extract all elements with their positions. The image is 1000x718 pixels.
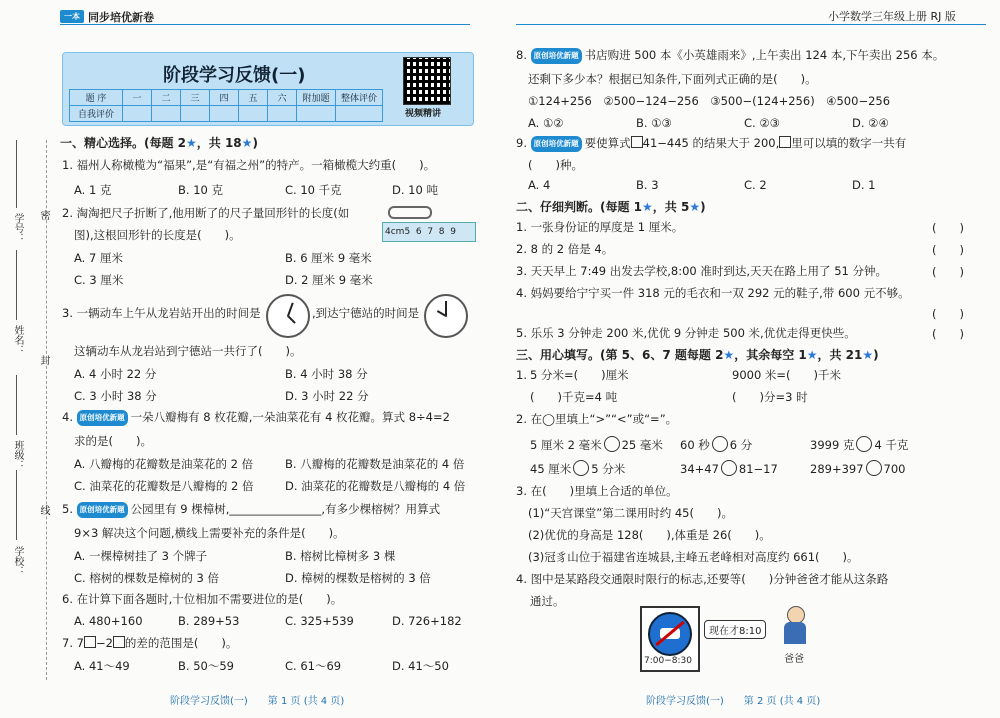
compare-6 <box>810 460 906 476</box>
q7-option-a[interactable]: A. 41～49 <box>74 659 130 673</box>
q7-part-c: 的差的范围是( )。 <box>124 636 238 650</box>
original-tag: 原创培优新题 <box>77 502 128 518</box>
score-cell[interactable] <box>239 106 268 122</box>
q6-option-c[interactable]: C. 325+539 <box>285 614 354 628</box>
q7-part-b: −2 <box>95 636 113 650</box>
q1-text: 1. 福州人称橄榄为“福果”,是“有福之州”的特产。一箱橄榄大约重( )。 <box>62 158 436 172</box>
section-3-tail: ，共 21 <box>817 348 863 362</box>
q1-option-b[interactable]: B. 10 克 <box>178 183 223 197</box>
q7-option-d[interactable]: D. 41～50 <box>392 659 449 673</box>
fill-4-text-2: 通过。 <box>530 594 565 608</box>
compare-left: 3999 克 <box>810 438 855 452</box>
name-blank <box>16 250 17 320</box>
q8-text-2: 还剩下多少本？根据已知条件,下面列式正确的是( )。 <box>528 72 817 86</box>
dad-figure-icon <box>782 606 808 646</box>
id-blank <box>16 140 17 208</box>
q3-option-b[interactable]: B. 4 小时 38 分 <box>285 367 368 381</box>
q4-stem: 一朵八瓣梅有 8 枚花瓣,一朵油菜花有 4 枚花瓣。算式 8÷4=2 <box>130 410 450 424</box>
judge-5-answer[interactable]: ( ) <box>932 327 964 341</box>
q3-text-3: 这辆动车从龙岩站到宁德站一共行了( )。 <box>74 344 302 358</box>
compare-5 <box>680 460 778 476</box>
q4-number: 4. <box>62 410 73 424</box>
score-header: 六 <box>268 90 297 106</box>
compare-circle[interactable] <box>866 460 882 476</box>
compare-circle[interactable] <box>712 436 728 452</box>
fill-1-a[interactable]: 5 分米=( )厘米 <box>530 368 629 382</box>
compare-left: 289+397 <box>810 462 864 476</box>
q6-option-a[interactable]: A. 480+160 <box>74 614 143 628</box>
fill-1-b[interactable]: 9000 米=( )千米 <box>732 368 842 382</box>
q3-option-a[interactable]: A. 4 小时 22 分 <box>74 367 157 381</box>
q4-option-b[interactable]: B. 八瓣梅的花瓣数是油菜花的 4 倍 <box>285 457 465 471</box>
score-header: 题 序 <box>70 90 123 106</box>
q5-number: 5. <box>62 502 73 516</box>
header-rule <box>60 24 470 25</box>
q2-option-c[interactable]: C. 3 厘米 <box>74 273 124 287</box>
score-header: 三 <box>181 90 210 106</box>
score-cell[interactable] <box>336 106 383 122</box>
section-2-title: 二、仔细判断。(每题 1★，共 5★) <box>516 200 706 214</box>
paperclip-icon <box>388 206 432 219</box>
series-name: 同步培优新卷 <box>88 11 154 24</box>
ruler-image <box>382 222 476 242</box>
q2-option-b[interactable]: B. 6 厘米 9 毫米 <box>285 251 372 265</box>
q8-option-c[interactable]: C. ②③ <box>744 116 780 130</box>
q2-text-1: 2. 淘淘把尺子折断了,他用断了的尺子量回形针的长度(如 <box>62 206 350 220</box>
score-header: 附加题 <box>297 90 336 106</box>
compare-right: 700 <box>883 462 906 476</box>
binding-name: 姓名： <box>12 325 23 355</box>
compare-3 <box>810 436 908 452</box>
fill-3-b[interactable]: (2)优优的身高是 128( ),体重是 26( )。 <box>528 528 771 542</box>
star-icon: ★ <box>241 136 253 150</box>
q2-option-a[interactable]: A. 7 厘米 <box>74 251 123 265</box>
star-icon: ★ <box>642 200 653 214</box>
binding-class: 班级： <box>12 440 23 470</box>
q6-option-d[interactable]: D. 726+182 <box>392 614 462 628</box>
q4-text-1 <box>62 410 450 426</box>
star-icon: ★ <box>723 348 735 362</box>
blank-box[interactable] <box>84 636 96 648</box>
judge-2-answer[interactable]: ( ) <box>932 243 964 257</box>
score-cell[interactable] <box>152 106 181 122</box>
q8-text-1 <box>516 48 944 64</box>
judge-4: 4. 妈妈要给宁宁买一件 318 元的毛衣和一双 292 元的鞋子,带 600 元不够。 <box>516 286 910 300</box>
compare-right: 81−17 <box>738 462 778 476</box>
score-cell[interactable] <box>268 106 297 122</box>
fill-4-text-1: 4. 图中是某路段交通限时限行的标志,还要等( )分钟爸爸才能从这条路 <box>516 572 889 586</box>
q9-option-c[interactable]: C. 2 <box>744 178 767 192</box>
q4-option-a[interactable]: A. 八瓣梅的花瓣数是油菜花的 2 倍 <box>74 457 254 471</box>
score-cell[interactable] <box>210 106 239 122</box>
section-1-title: 一、精心选择。(每题 2★，共 18★) <box>60 136 258 150</box>
q8-option-b[interactable]: B. ①③ <box>636 116 672 130</box>
fill-2-text: 2. 在◯里填上“>”“<”或“=”。 <box>516 412 678 426</box>
page-footer: 阶段学习反馈(一) 第 2 页 (共 4 页) <box>646 696 821 707</box>
q5-option-d[interactable]: D. 樟树的棵数是榕树的 3 倍 <box>285 571 431 585</box>
q9-option-a[interactable]: A. 4 <box>528 178 551 192</box>
judge-2: 2. 8 的 2 倍是 4。 <box>516 242 614 256</box>
original-tag: 原创培优新题 <box>77 410 128 426</box>
section-3-title-text: 三、用心填写。(第 5、6、7 题每题 2 <box>516 348 724 362</box>
binding-line <box>46 140 47 680</box>
q8-stem: 书店购进 500 本《小英雄雨来》,上午卖出 124 本,下午卖出 256 本。 <box>584 48 945 62</box>
binding-school: 学校： <box>12 546 23 576</box>
star-icon: ★ <box>186 136 197 150</box>
compare-left: 45 厘米 <box>530 462 572 476</box>
score-header: 一 <box>123 90 152 106</box>
section-2-tail: ，共 5 <box>652 200 690 214</box>
qr-code-icon[interactable] <box>403 57 451 105</box>
compare-2 <box>680 436 752 452</box>
q9-option-b[interactable]: B. 3 <box>636 178 659 192</box>
q5-option-b[interactable]: B. 榕树比樟树多 3 棵 <box>285 549 396 563</box>
compare-circle[interactable] <box>721 460 737 476</box>
original-tag: 原创培优新题 <box>531 136 582 152</box>
q5-text-2: 9×3 解决这个问题,横线上需要补充的条件是( )。 <box>74 526 345 540</box>
blank-box[interactable] <box>779 136 791 148</box>
fill-1-c[interactable]: ( )千克=4 吨 <box>530 390 618 404</box>
edition-label: 小学数学三年级上册 RJ 版 <box>828 10 956 23</box>
q1-option-c[interactable]: C. 10 千克 <box>285 183 342 197</box>
judge-1-answer[interactable]: ( ) <box>932 221 964 235</box>
q5-option-c[interactable]: C. 榕树的棵数是樟树的 3 倍 <box>74 571 219 585</box>
q3-option-d[interactable]: D. 3 小时 22 分 <box>285 389 369 403</box>
class-blank <box>16 375 17 435</box>
self-eval-label: 自我评价 <box>70 106 123 122</box>
q7-option-c[interactable]: C. 61～69 <box>285 659 342 673</box>
score-header: 二 <box>152 90 181 106</box>
binding-mark-close: 封 <box>38 355 49 365</box>
q9-text-1 <box>516 136 906 152</box>
header-rule <box>516 24 986 25</box>
judge-4-answer[interactable]: ( ) <box>932 307 964 321</box>
compare-4 <box>530 460 625 476</box>
compare-circle[interactable] <box>573 460 589 476</box>
judge-1: 1. 一张身份证的厚度是 1 厘米。 <box>516 220 684 234</box>
fill-3-c[interactable]: (3)冠豸山位于福建省连城县,主峰五老峰相对高度约 661( )。 <box>528 550 859 564</box>
title-block <box>62 52 474 126</box>
q7-option-b[interactable]: B. 50～59 <box>178 659 234 673</box>
q9-stem-c: 里可以填的数字一共有 <box>791 136 907 150</box>
ruler-scale: 4cm5 6 7 8 9 <box>385 227 456 237</box>
compare-1 <box>530 436 663 452</box>
q8-number: 8. <box>516 48 527 62</box>
compare-left: 34+47 <box>680 462 719 476</box>
compare-right: 4 千克 <box>874 438 909 452</box>
star-icon: ★ <box>862 348 874 362</box>
q9-stem-a: 要使算式 <box>584 136 631 150</box>
q3-option-c[interactable]: C. 3 小时 38 分 <box>74 389 157 403</box>
q8-items: ①124+256 ②500−124−256 ③500−(124+256) ④500−256 <box>528 94 891 108</box>
compare-right: 25 毫米 <box>621 438 663 452</box>
judge-3-answer[interactable]: ( ) <box>932 265 964 279</box>
compare-right: 6 分 <box>729 438 753 452</box>
section-1-tail: ，共 18 <box>196 136 242 150</box>
q4-option-d[interactable]: D. 油菜花的花瓣数是八瓣梅的 4 倍 <box>285 479 466 493</box>
score-table-wrap <box>69 89 383 122</box>
q5-stem: 公园里有 9 棵樟树,________________,有多少棵榕树？用算式 <box>130 502 441 516</box>
q9-option-d[interactable]: D. 1 <box>852 178 876 192</box>
binding-mark-line: 线 <box>38 505 49 515</box>
clock-icon-depart <box>266 294 310 338</box>
section-3-title: 三、用心填写。(第 5、6、7 题每题 2★，其余每空 1★，共 21★) <box>516 348 879 362</box>
original-tag: 原创培优新题 <box>531 48 582 64</box>
right-page <box>500 0 1000 718</box>
q7-text <box>62 636 237 650</box>
compare-right: 5 分米 <box>591 462 626 476</box>
page-title: 阶段学习反馈(一) <box>163 65 306 86</box>
q8-option-a[interactable]: A. ①② <box>528 116 564 130</box>
q7-part-a: 7. 7 <box>62 636 84 650</box>
clock-icon-arrive <box>424 294 468 338</box>
fill-1-d[interactable]: ( )分=3 时 <box>732 390 808 404</box>
q8-option-d[interactable]: D. ②④ <box>852 116 889 130</box>
q1-option-d[interactable]: D. 10 吨 <box>392 183 438 197</box>
no-car-icon <box>648 612 692 656</box>
score-table <box>69 89 383 122</box>
q4-text-2: 求的是( )。 <box>74 434 152 448</box>
star-icon: ★ <box>806 348 818 362</box>
score-cell[interactable] <box>181 106 210 122</box>
score-header: 五 <box>239 90 268 106</box>
q6-text: 6. 在计算下面各题时,十位相加不需要进位的是( )。 <box>62 592 343 606</box>
q9-number: 9. <box>516 136 527 150</box>
compare-circle[interactable] <box>856 436 872 452</box>
q1-option-a[interactable]: A. 1 克 <box>74 183 112 197</box>
q5-option-a[interactable]: A. 一棵樟树挂了 3 个牌子 <box>74 549 208 563</box>
binding-id: 学号： <box>12 213 23 243</box>
q4-option-c[interactable]: C. 油菜花的花瓣数是八瓣梅的 2 倍 <box>74 479 254 493</box>
compare-circle[interactable] <box>604 436 620 452</box>
q2-text-2: 图),这根回形针的长度是( )。 <box>74 228 241 242</box>
brand-badge: 一本 <box>60 10 84 23</box>
q5-text-1 <box>62 502 440 518</box>
compare-left: 5 厘米 2 毫米 <box>530 438 602 452</box>
score-cell[interactable] <box>123 106 152 122</box>
q3-text-1: 3. 一辆动车上午从龙岩站开出的时间是 <box>62 306 261 320</box>
fill-3-text: 3. 在( )里填上合适的单位。 <box>516 484 678 498</box>
compare-left: 60 秒 <box>680 438 710 452</box>
speech-bubble: 现在才8:10 <box>704 620 766 639</box>
sign-time: 7:00−8:30 <box>644 656 692 666</box>
blank-box[interactable] <box>113 636 125 648</box>
qr-label: 视频精讲 <box>405 109 442 119</box>
section-3-mid: ，其余每空 1 <box>734 348 807 362</box>
fill-3-a[interactable]: (1)“天宫课堂”第二课用时约 45( )。 <box>528 506 733 520</box>
dad-label: 爸爸 <box>784 654 804 665</box>
q9-stem-b: 41−445 的结果大于 200, <box>642 136 780 150</box>
score-cell[interactable] <box>297 106 336 122</box>
q3-text-2: ,到达宁德站的时间是 <box>312 306 420 320</box>
judge-3: 3. 天天早上 7:49 出发去学校,8:00 准时到达,天天在路上用了 51 分钟。 <box>516 264 887 278</box>
section-2-title-text: 二、仔细判断。(每题 1 <box>516 200 643 214</box>
section-1-title-text: 一、精心选择。(每题 2 <box>60 136 187 150</box>
star-icon: ★ <box>689 200 701 214</box>
q6-option-b[interactable]: B. 289+53 <box>178 614 240 628</box>
q9-text-2: ( )种。 <box>528 158 583 172</box>
page-footer: 阶段学习反馈(一) 第 1 页 (共 4 页) <box>170 696 345 707</box>
score-header: 四 <box>210 90 239 106</box>
q2-option-d[interactable]: D. 2 厘米 9 毫米 <box>285 273 373 287</box>
traffic-sign <box>640 606 700 672</box>
school-blank <box>16 470 17 540</box>
blank-box[interactable] <box>631 136 643 148</box>
fill-1-num: 1. <box>516 368 527 382</box>
judge-5: 5. 乐乐 3 分钟走 200 米,优优 9 分钟走 500 米,优优走得更快些。 <box>516 326 856 340</box>
score-header: 整体评价 <box>336 90 383 106</box>
binding-mark-seal: 密 <box>38 210 49 220</box>
